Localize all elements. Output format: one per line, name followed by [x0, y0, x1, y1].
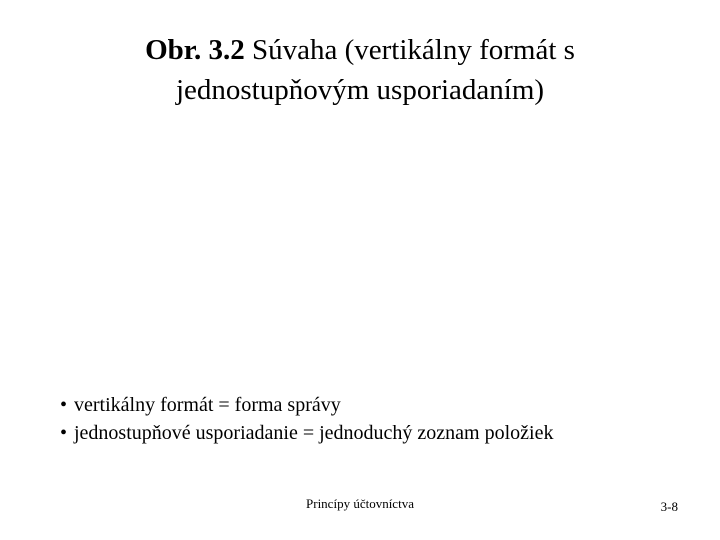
bullet-item — [60, 419, 680, 447]
figure-number: Obr. 3.2 — [145, 34, 245, 66]
slide-title — [60, 30, 660, 110]
bullet-text: jednostupňové usporiadanie = jednoduchý zoznam položiek — [74, 422, 554, 444]
slide-title-line-1 — [60, 30, 660, 70]
slide-title-line-2: jednostupňovým usporiadaním) — [175, 74, 545, 106]
bullet-item — [60, 391, 680, 419]
page-number: 3-8 — [660, 499, 678, 514]
bullet-text: vertikálny formát = forma správy — [74, 394, 341, 416]
slide-title-text-1: Súvaha (vertikálny formát s — [251, 34, 575, 66]
bullet-marker: • — [60, 422, 68, 444]
footer-course-name: Princípy účtovníctva — [306, 496, 414, 511]
bullet-list — [60, 391, 680, 447]
bullet-marker: • — [60, 394, 68, 416]
